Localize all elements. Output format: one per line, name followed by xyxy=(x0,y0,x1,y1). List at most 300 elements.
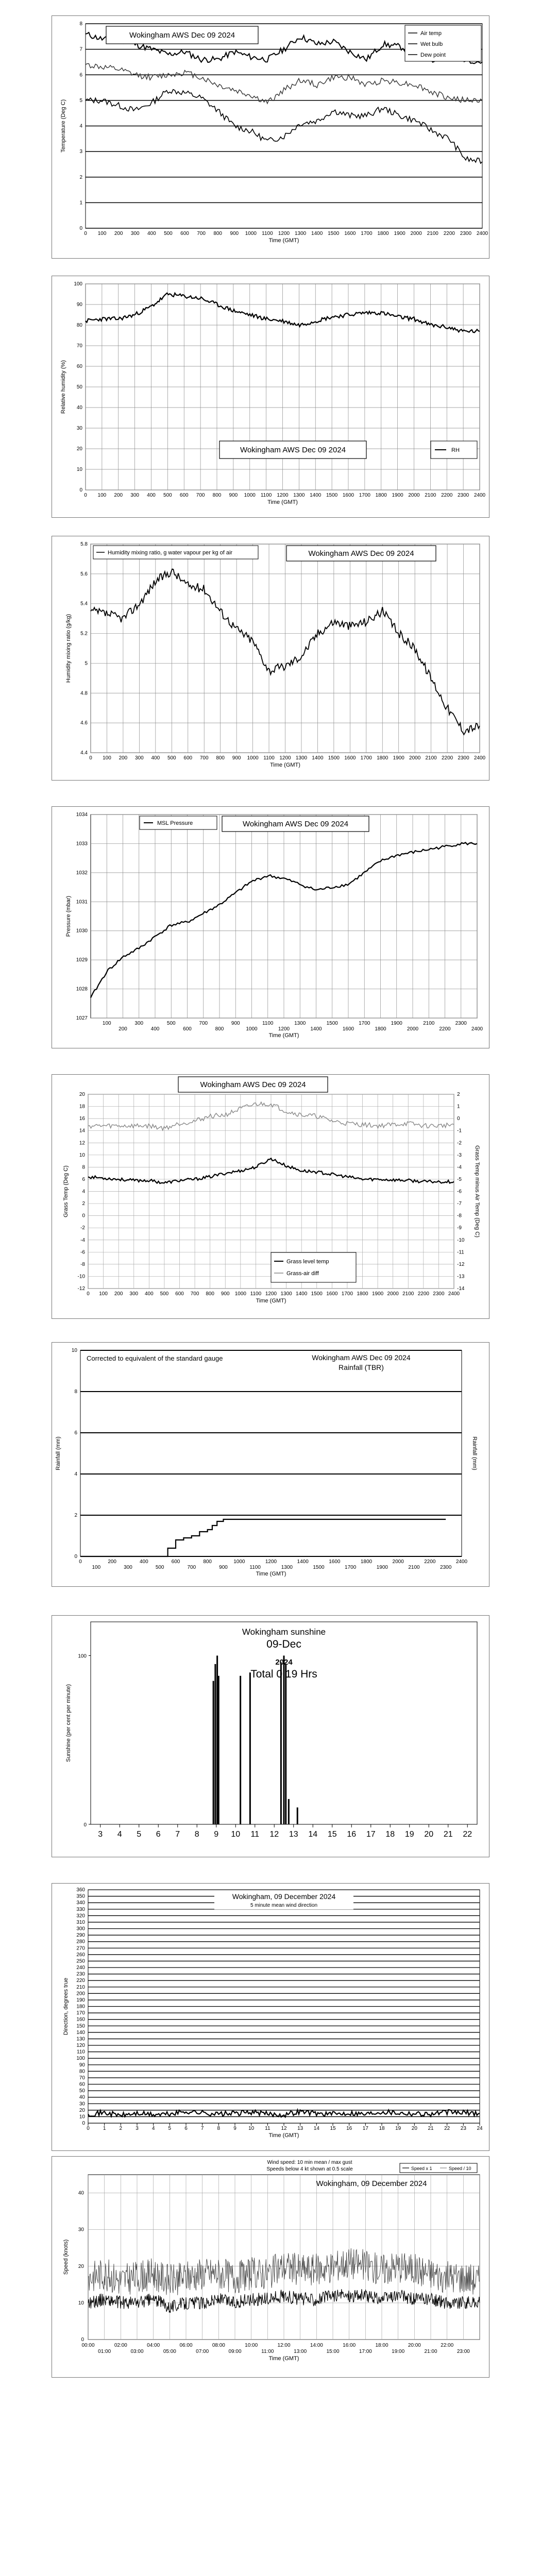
y-tick-label: 3 xyxy=(79,149,82,155)
x-tick-label: 17:00 xyxy=(359,2349,372,2354)
x-tick-label: 600 xyxy=(171,1559,180,1565)
x-tick-label: 2000 xyxy=(392,1559,404,1565)
x-tick-label: 02:00 xyxy=(114,2343,127,2348)
x-tick-label: 1000 xyxy=(234,1291,246,1297)
x-tick-label: 9 xyxy=(233,2126,236,2131)
y-axis-label: Temperature (Deg C) xyxy=(60,99,66,153)
x-tick-label: 2000 xyxy=(410,231,422,236)
x-tick-label: 0 xyxy=(87,2126,90,2131)
x-tick-label: 900 xyxy=(229,493,238,498)
y-tick-label: -4 xyxy=(80,1237,85,1243)
x-tick-label: 4 xyxy=(151,2126,155,2131)
y-axis-label: Rainfall (mm) xyxy=(55,1436,61,1470)
x-tick-label: 400 xyxy=(139,1559,148,1565)
x-tick-label: 1300 xyxy=(280,1291,292,1297)
temperature-chart xyxy=(52,16,489,258)
y-tick-label: 16 xyxy=(79,1116,85,1122)
x-axis-label: Time (GMT) xyxy=(268,2355,299,2362)
x-tick-label: 1200 xyxy=(277,493,289,498)
x-tick-label: 200 xyxy=(119,1026,127,1032)
x-tick-label: 20:00 xyxy=(408,2343,421,2348)
sunshine-bar xyxy=(285,1664,286,1824)
x-tick-label: 1800 xyxy=(357,1291,368,1297)
y-axis-label: Direction, degrees true xyxy=(63,1977,69,2036)
sunshine-bar xyxy=(297,1807,298,1824)
x-tick-label: 9 xyxy=(214,1830,219,1839)
x-axis-label: Time (GMT) xyxy=(256,1298,286,1304)
y-tick-label: 14 xyxy=(79,1128,85,1134)
x-tick-label: 2300 xyxy=(458,493,469,498)
x-tick-label: 12 xyxy=(269,1830,279,1839)
x-tick-label: 2200 xyxy=(439,1026,451,1032)
y-tick-label: 30 xyxy=(79,2101,85,2107)
chart-title: Wokingham, 09 December 2024 xyxy=(316,2179,427,2188)
x-tick-label: 1800 xyxy=(377,755,388,761)
x-tick-label: 14 xyxy=(308,1830,318,1839)
x-tick-label: 19 xyxy=(404,1830,414,1839)
x-tick-label: 1000 xyxy=(244,493,256,498)
sunshine-bar xyxy=(213,1681,214,1824)
x-axis-label: Time (GMT) xyxy=(268,2132,299,2139)
y2-tick-label: -10 xyxy=(457,1237,465,1243)
y-tick-label: 10 xyxy=(79,2114,85,2120)
y-tick-label: 100 xyxy=(78,1653,87,1659)
y-tick-label: 20 xyxy=(78,2263,84,2269)
x-tick-label: 1800 xyxy=(375,493,387,498)
y-tick-label: 10 xyxy=(71,1348,77,1353)
x-tick-label: 14 xyxy=(313,2126,319,2131)
y-tick-label: 0 xyxy=(82,2121,85,2126)
x-tick-label: 1300 xyxy=(294,1021,306,1026)
x-tick-label: 1200 xyxy=(265,1291,277,1297)
x-tick-label: 23 xyxy=(460,2126,466,2131)
x-tick-label: 1100 xyxy=(250,1291,262,1297)
x-tick-label: 900 xyxy=(221,1291,230,1297)
x-tick-label: 200 xyxy=(108,1559,117,1565)
y-tick-label: 350 xyxy=(76,1893,85,1900)
x-tick-label: 900 xyxy=(231,1021,240,1026)
x-tick-label: 1900 xyxy=(393,755,404,761)
x-tick-label: 1700 xyxy=(345,1565,357,1570)
wind-direction-chart xyxy=(52,1884,489,2150)
x-tick-label: 1200 xyxy=(278,231,290,236)
x-tick-label: 100 xyxy=(103,755,111,761)
x-tick-label: 22 xyxy=(463,1830,472,1839)
x-tick-label: 200 xyxy=(114,1291,123,1297)
x-tick-label: 1700 xyxy=(361,231,373,236)
x-tick-label: 18 xyxy=(385,1830,395,1839)
x-tick-label: 2100 xyxy=(402,1291,414,1297)
y-tick-label: 0 xyxy=(82,1213,85,1219)
y2-tick-label: -4 xyxy=(457,1164,462,1171)
x-tick-label: 1700 xyxy=(359,493,370,498)
x-tick-label: 2100 xyxy=(425,755,437,761)
y-tick-label: 10 xyxy=(79,1152,85,1158)
x-tick-label: 2000 xyxy=(407,1026,419,1032)
wind-speed-chart xyxy=(52,2157,489,2377)
x-tick-label: 2100 xyxy=(425,493,436,498)
x-tick-label: 400 xyxy=(147,493,156,498)
x-tick-label: 600 xyxy=(175,1291,184,1297)
x-tick-label: 500 xyxy=(166,1021,176,1026)
y-tick-label: 1032 xyxy=(76,870,88,876)
x-tick-label: 800 xyxy=(213,231,223,236)
x-tick-label: 300 xyxy=(129,1291,139,1297)
y-tick-label: 170 xyxy=(76,2010,85,2016)
legend-entry: RH xyxy=(451,447,460,453)
x-tick-label: 2300 xyxy=(433,1291,445,1297)
x-tick-label: 2200 xyxy=(424,1559,436,1565)
x-tick-label: 700 xyxy=(190,1291,199,1297)
y-axis-label: Speed (knots) xyxy=(63,2239,69,2275)
x-tick-label: 4 xyxy=(117,1830,122,1839)
y-tick-label: 30 xyxy=(78,2227,84,2233)
y-tick-label: 30 xyxy=(76,426,82,431)
x-tick-label: 1500 xyxy=(326,493,338,498)
sunshine-bar xyxy=(216,1656,218,1825)
x-tick-label: 01:00 xyxy=(98,2349,111,2354)
y-tick-label: 110 xyxy=(77,2049,85,2055)
y-tick-label: 240 xyxy=(76,1965,85,1971)
sunshine-bar xyxy=(249,1672,251,1824)
x-tick-label: 12:00 xyxy=(277,2343,291,2348)
x-tick-label: 20 xyxy=(411,2126,417,2131)
x-tick-label: 1100 xyxy=(260,493,272,498)
x-tick-label: 10:00 xyxy=(245,2343,258,2348)
y-tick-label: 250 xyxy=(76,1958,85,1964)
x-tick-label: 2400 xyxy=(474,493,486,498)
x-tick-label: 1500 xyxy=(326,1021,338,1026)
y-tick-label: -6 xyxy=(80,1249,85,1256)
y-tick-label: 4 xyxy=(74,1471,77,1477)
x-tick-label: 03:00 xyxy=(130,2349,144,2354)
chart-title: Wokingham sunshine xyxy=(242,1627,326,1637)
y-tick-label: 1027 xyxy=(76,1015,88,1021)
y2-tick-label: -9 xyxy=(457,1225,462,1231)
x-tick-label: 2400 xyxy=(471,1026,483,1032)
y-tick-label: 4 xyxy=(82,1189,85,1195)
x-tick-label: 500 xyxy=(167,755,176,761)
y2-tick-label: 1 xyxy=(457,1104,460,1110)
x-tick-label: 18:00 xyxy=(375,2343,388,2348)
legend-entry: Wet bulb xyxy=(420,41,443,47)
x-tick-label: 19 xyxy=(395,2126,401,2131)
y-tick-label: 1 xyxy=(79,200,82,206)
y-tick-label: 190 xyxy=(76,1997,85,2003)
y-tick-label: 6 xyxy=(82,1176,85,1182)
y-tick-label: 60 xyxy=(79,2081,85,2088)
x-tick-label: 1400 xyxy=(296,1291,308,1297)
chart-total: Total 0.19 Hrs xyxy=(250,1668,317,1680)
y2-tick-label: -2 xyxy=(457,1140,462,1146)
y-tick-label: 5 xyxy=(84,660,88,667)
legend-entry: Air temp xyxy=(420,30,442,37)
x-tick-label: 1700 xyxy=(341,1291,353,1297)
y-axis-label: Pressure (mbar) xyxy=(65,895,72,937)
x-tick-label: 800 xyxy=(212,493,222,498)
y-tick-label: 10 xyxy=(78,2300,84,2306)
x-tick-label: 21 xyxy=(428,2126,434,2131)
x-tick-label: 2400 xyxy=(476,231,488,236)
y-tick-label: 18 xyxy=(79,1104,85,1110)
x-tick-label: 800 xyxy=(203,1559,212,1565)
x-tick-label: 100 xyxy=(97,493,107,498)
sunshine-chart xyxy=(52,1616,489,1857)
y-tick-label: 12 xyxy=(79,1140,85,1146)
x-tick-label: 1100 xyxy=(263,755,275,761)
x-tick-label: 700 xyxy=(187,1565,196,1570)
y-tick-label: 320 xyxy=(76,1913,85,1919)
y-tick-label: 80 xyxy=(79,2069,85,2075)
y-tick-label: 340 xyxy=(76,1900,85,1906)
x-tick-label: 1300 xyxy=(295,755,308,761)
sunshine-bar xyxy=(240,1676,241,1824)
legend-entry: Humidity mixing ratio, g water vapour per kg of air xyxy=(108,550,233,556)
x-tick-label: 1600 xyxy=(344,231,356,236)
x-tick-label: 6 xyxy=(156,1830,161,1839)
y-tick-label: 210 xyxy=(76,1984,85,1990)
x-tick-label: 1600 xyxy=(326,1291,338,1297)
y-tick-label: 300 xyxy=(76,1926,85,1932)
x-tick-label: 1100 xyxy=(262,1021,274,1026)
x-tick-label: 05:00 xyxy=(163,2349,176,2354)
x-tick-label: 1900 xyxy=(371,1291,384,1297)
y-tick-label: 40 xyxy=(78,2190,84,2196)
x-tick-label: 500 xyxy=(164,231,173,236)
x-tick-label: 2200 xyxy=(441,755,453,761)
x-tick-label: 100 xyxy=(92,1565,101,1570)
x-tick-label: 2000 xyxy=(408,493,420,498)
plot-area xyxy=(80,1350,462,1556)
x-tick-label: 1000 xyxy=(245,231,257,236)
y-tick-label: 260 xyxy=(76,1952,85,1958)
x-tick-label: 400 xyxy=(150,1026,160,1032)
x-tick-label: 2400 xyxy=(448,1291,460,1297)
x-tick-label: 1800 xyxy=(360,1559,373,1565)
y-tick-label: 310 xyxy=(76,1919,85,1925)
y-tick-label: 1030 xyxy=(76,928,88,934)
chart-subtitle: Rainfall (TBR) xyxy=(339,1363,384,1371)
x-tick-label: 100 xyxy=(99,1291,108,1297)
x-tick-label: 1900 xyxy=(394,231,405,236)
y-tick-label: 7 xyxy=(79,46,82,53)
y-tick-label: 160 xyxy=(76,2016,85,2023)
y-tick-label: 5 xyxy=(79,97,82,104)
y-tick-label: 40 xyxy=(76,405,82,411)
y-tick-label: 120 xyxy=(76,2043,85,2048)
y2-tick-label: -8 xyxy=(457,1213,462,1219)
y-tick-label: 100 xyxy=(76,2056,85,2062)
y-tick-label: 360 xyxy=(76,1887,85,1893)
x-axis-label: Time (GMT) xyxy=(268,1032,299,1039)
x-tick-label: 07:00 xyxy=(196,2349,209,2354)
x-tick-label: 700 xyxy=(197,231,206,236)
x-tick-label: 17 xyxy=(362,2126,368,2131)
x-tick-label: 700 xyxy=(199,755,209,761)
chart-subtitle: 5 minute mean wind direction xyxy=(250,1903,318,1908)
x-tick-label: 1600 xyxy=(344,755,356,761)
y-tick-label: 290 xyxy=(76,1933,85,1939)
x-tick-label: 200 xyxy=(119,755,128,761)
legend-entry: Speed x 1 xyxy=(411,2166,432,2171)
y2-tick-label: -13 xyxy=(457,1274,465,1280)
chart-title: Wokingham AWS Dec 09 2024 xyxy=(240,446,346,454)
y-tick-label: -8 xyxy=(80,1261,85,1267)
y-tick-label: 150 xyxy=(76,2023,85,2029)
x-tick-label: 600 xyxy=(183,755,193,761)
x-tick-label: 100 xyxy=(97,231,107,236)
sunshine-bar xyxy=(283,1656,285,1825)
y-tick-label: 1029 xyxy=(76,957,88,963)
y-tick-label: 70 xyxy=(79,2075,85,2081)
y-axis-label: Humidity mixing ratio (g/kg) xyxy=(65,614,72,683)
relative-humidity-chart xyxy=(52,276,489,517)
x-tick-label: 1600 xyxy=(329,1559,341,1565)
x-tick-label: 1400 xyxy=(310,1026,322,1032)
x-tick-label: 22 xyxy=(444,2126,450,2131)
legend-entry: Speed / 10 xyxy=(449,2166,471,2171)
x-tick-label: 0 xyxy=(84,493,87,498)
y-tick-label: 130 xyxy=(76,2036,85,2042)
x-tick-label: 18 xyxy=(379,2126,385,2131)
x-tick-label: 23:00 xyxy=(457,2349,470,2354)
x-tick-label: 3 xyxy=(98,1830,103,1839)
x-tick-label: 00:00 xyxy=(81,2343,95,2348)
x-tick-label: 21:00 xyxy=(424,2349,437,2354)
x-tick-label: 1200 xyxy=(265,1559,277,1565)
pressure-chart xyxy=(52,807,489,1048)
x-tick-label: 5 xyxy=(168,2126,172,2131)
y-tick-label: 100 xyxy=(74,281,82,287)
x-tick-label: 1300 xyxy=(281,1565,293,1570)
y2-axis-label: Rainfall (mm) xyxy=(471,1436,478,1470)
y-tick-label: 220 xyxy=(76,1978,85,1984)
x-tick-label: 2 xyxy=(119,2126,123,2131)
x-tick-label: 2300 xyxy=(455,1021,467,1026)
rainfall-chart xyxy=(52,1343,489,1586)
y-tick-label: 2 xyxy=(74,1513,77,1518)
legend-entry: Dew point xyxy=(420,52,446,58)
y-tick-label: 270 xyxy=(76,1945,85,1952)
y-tick-label: 6 xyxy=(79,72,82,78)
x-tick-label: 16:00 xyxy=(343,2343,356,2348)
y-tick-label: 1033 xyxy=(76,841,88,847)
y-tick-label: 70 xyxy=(76,343,82,349)
x-tick-label: 2200 xyxy=(443,231,455,236)
sunshine-bar xyxy=(214,1664,216,1824)
y-tick-label: 80 xyxy=(76,323,82,328)
chart-title: Wokingham, 09 December 2024 xyxy=(232,1892,336,1901)
chart-subtitle: 09-Dec xyxy=(266,1638,301,1650)
y2-tick-label: -12 xyxy=(457,1261,465,1267)
x-tick-label: 1700 xyxy=(359,1021,370,1026)
x-tick-label: 0 xyxy=(89,755,92,761)
x-tick-label: 100 xyxy=(102,1021,111,1026)
y2-tick-label: -11 xyxy=(457,1249,464,1256)
y-tick-label: 5.2 xyxy=(80,631,88,637)
x-tick-label: 1400 xyxy=(311,231,323,236)
y-tick-label: 330 xyxy=(76,1906,85,1912)
grass-temp-chart-panel xyxy=(52,1074,489,1319)
x-tick-label: 1 xyxy=(103,2126,106,2131)
x-tick-label: 2400 xyxy=(455,1559,468,1565)
chart-note: Speeds below 4 kt shown at 0.5 scale xyxy=(266,2166,353,2172)
y-tick-label: 8 xyxy=(82,1164,85,1171)
humidity-chart-panel xyxy=(52,276,489,518)
x-tick-label: 09:00 xyxy=(228,2349,242,2354)
x-tick-label: 19:00 xyxy=(392,2349,405,2354)
mixing-ratio-chart xyxy=(52,536,489,780)
x-tick-label: 8 xyxy=(217,2126,221,2131)
x-tick-label: 2200 xyxy=(441,493,453,498)
chart-subtitle: Wind speed: 10 min mean / max gust xyxy=(267,2160,352,2165)
y-axis-label: Grass Temp (Deg C) xyxy=(63,1165,69,1217)
y-tick-label: 1031 xyxy=(76,899,88,905)
y-tick-label: 4.4 xyxy=(80,750,88,756)
x-tick-label: 11 xyxy=(265,2126,270,2131)
wind-speed-chart-panel xyxy=(52,2156,489,2378)
x-tick-label: 300 xyxy=(134,1021,144,1026)
legend-box xyxy=(271,1252,356,1282)
legend-entry: Grass level temp xyxy=(286,1259,329,1265)
x-tick-label: 11 xyxy=(250,1830,260,1839)
x-tick-label: 300 xyxy=(130,231,140,236)
y-tick-label: 4.8 xyxy=(80,690,88,697)
x-tick-label: 10 xyxy=(231,1830,241,1839)
x-tick-label: 1500 xyxy=(328,231,340,236)
x-tick-label: 24 xyxy=(477,2126,483,2131)
x-tick-label: 10 xyxy=(248,2126,255,2131)
x-tick-label: 13 xyxy=(289,1830,298,1839)
x-tick-label: 800 xyxy=(206,1291,215,1297)
y-tick-label: -10 xyxy=(77,1274,85,1280)
y-tick-label: 40 xyxy=(79,2094,85,2100)
x-tick-label: 1400 xyxy=(297,1559,309,1565)
y-tick-label: 1034 xyxy=(76,812,88,818)
y2-tick-label: 2 xyxy=(457,1092,460,1097)
x-axis-label: Time (GMT) xyxy=(268,238,299,244)
x-tick-label: 1000 xyxy=(247,755,259,761)
mixing-ratio-chart-panel xyxy=(52,536,489,781)
x-tick-label: 2100 xyxy=(423,1021,435,1026)
x-tick-label: 15 xyxy=(327,1830,337,1839)
x-tick-label: 500 xyxy=(160,1291,169,1297)
chart-title: Wokingham AWS Dec 09 2024 xyxy=(308,549,414,558)
x-tick-label: 2200 xyxy=(417,1291,429,1297)
y-tick-label: 5.4 xyxy=(80,601,88,607)
x-tick-label: 20 xyxy=(424,1830,434,1839)
y2-axis-label: Grass Temp minus Air Temp (Deg C) xyxy=(474,1145,480,1238)
y-tick-label: 90 xyxy=(79,2062,85,2068)
x-tick-label: 700 xyxy=(196,493,205,498)
x-axis-label: Time (GMT) xyxy=(270,762,300,768)
chart-title: Wokingham AWS Dec 09 2024 xyxy=(312,1353,411,1362)
x-tick-label: 400 xyxy=(147,231,156,236)
x-tick-label: 1000 xyxy=(246,1026,258,1032)
y-tick-label: 6 xyxy=(74,1430,77,1436)
x-tick-label: 3 xyxy=(136,2126,139,2131)
x-tick-label: 2100 xyxy=(408,1565,420,1570)
x-tick-label: 0 xyxy=(87,1291,90,1297)
y-tick-label: 20 xyxy=(79,1092,85,1097)
y-tick-label: 2 xyxy=(82,1201,85,1207)
y-tick-label: 0 xyxy=(79,226,82,231)
x-tick-label: 1900 xyxy=(391,1021,402,1026)
y-tick-label: -2 xyxy=(80,1225,85,1231)
x-tick-label: 1500 xyxy=(328,755,340,761)
x-tick-label: 600 xyxy=(183,1026,192,1032)
y-tick-label: -12 xyxy=(77,1286,85,1292)
